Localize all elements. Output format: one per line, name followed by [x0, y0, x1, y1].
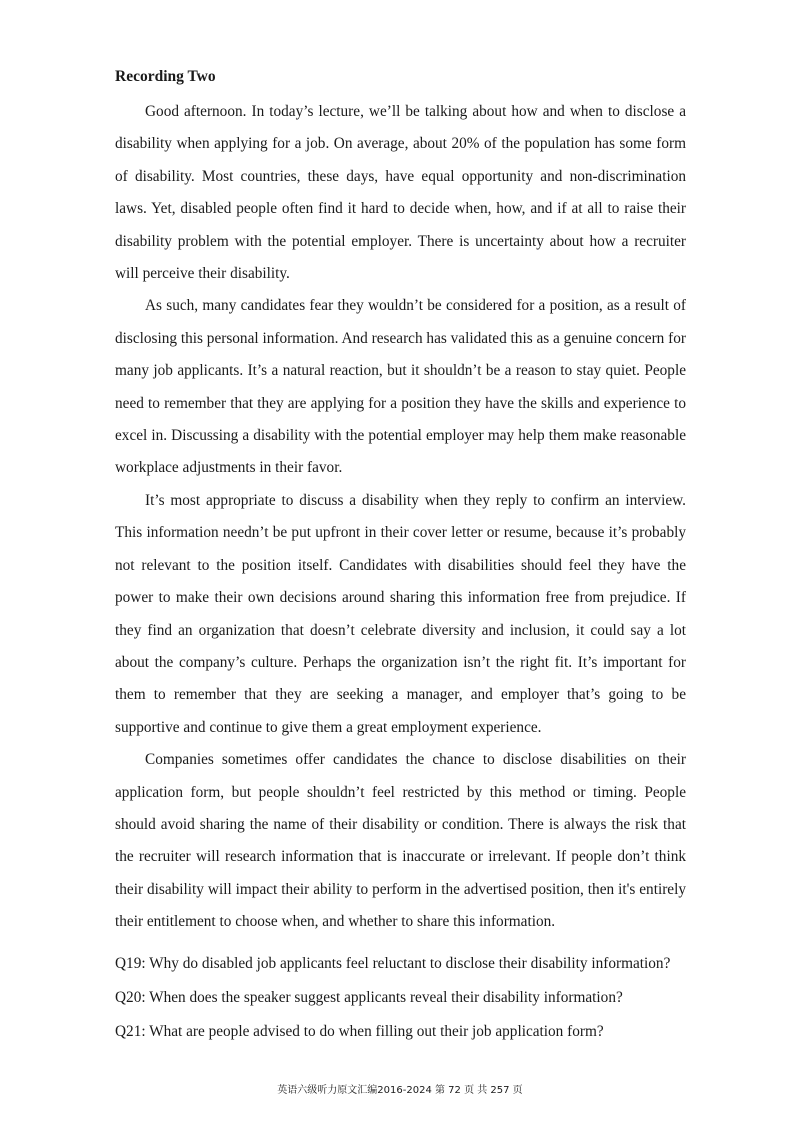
section-heading: Recording Two — [115, 68, 216, 85]
question-item: Q20: When does the speaker suggest applicants reveal their disability information? — [115, 989, 623, 1006]
question-list — [115, 947, 715, 1049]
transcript-paragraph: As such, many candidates fear they wouldn’t be considered for a position, as a result of disclosing this personal information. And research has validated this as a genuine concern for many job applicants. It’s a natural reaction, but it shouldn’t be a reason to stay quiet. People need to remember that they are applying for a position they have the skills and experience to excel in. Discussing a disability with the potential employer may help them make reasonable workplace adjustments in their favor. — [115, 297, 686, 477]
question-item: Q19: Why do disabled job applicants feel reluctant to disclose their disability information? — [115, 955, 671, 972]
page-footer: 英语六级听力原文汇编2016-2024 第 72 页 共 257 页 — [277, 1085, 523, 1096]
transcript-body — [115, 96, 686, 939]
question-item: Q21: What are people advised to do when filling out their job application form? — [115, 1023, 604, 1040]
transcript-paragraph: It’s most appropriate to discuss a disability when they reply to confirm an interview. This information needn’t be put upfront in their cover letter or resume, because it’s probably not relevant to the position itself. Candidates with disabilities should feel they have the power to make their own decisions around sharing this information free from prejudice. If they find an organization that doesn’t celebrate diversity and inclusion, it could say a lot about the company’s culture. Perhaps the organization isn’t the right fit. It’s important for them to remember that they are seeking a manager, and employer that’s going to be supportive and continue to give them a great employment experience. — [115, 491, 686, 736]
transcript-paragraph: Good afternoon. In today’s lecture, we’ll be talking about how and when to disclose a disability when applying for a job. On average, about 20% of the population has some form of disability. Most countries, these days, have equal opportunity and non-discrimination laws. Yet, disabled people often find it hard to decide when, how, and if at all to raise their disability problem with the potential employer. There is uncertainty about how a recruiter will perceive their disability. — [115, 103, 686, 283]
transcript-paragraph: Companies sometimes offer candidates the chance to disclose disabilities on their application form, but people shouldn’t feel restricted by this method or timing. People should avoid sharing the name of their disability or condition. There is always the risk that the recruiter will research information that is inaccurate or irrelevant. If people don’t think their disability will impact their ability to perform in the advertised position, then it's entirely their entitlement to choose when, and whether to share this information. — [115, 751, 686, 931]
